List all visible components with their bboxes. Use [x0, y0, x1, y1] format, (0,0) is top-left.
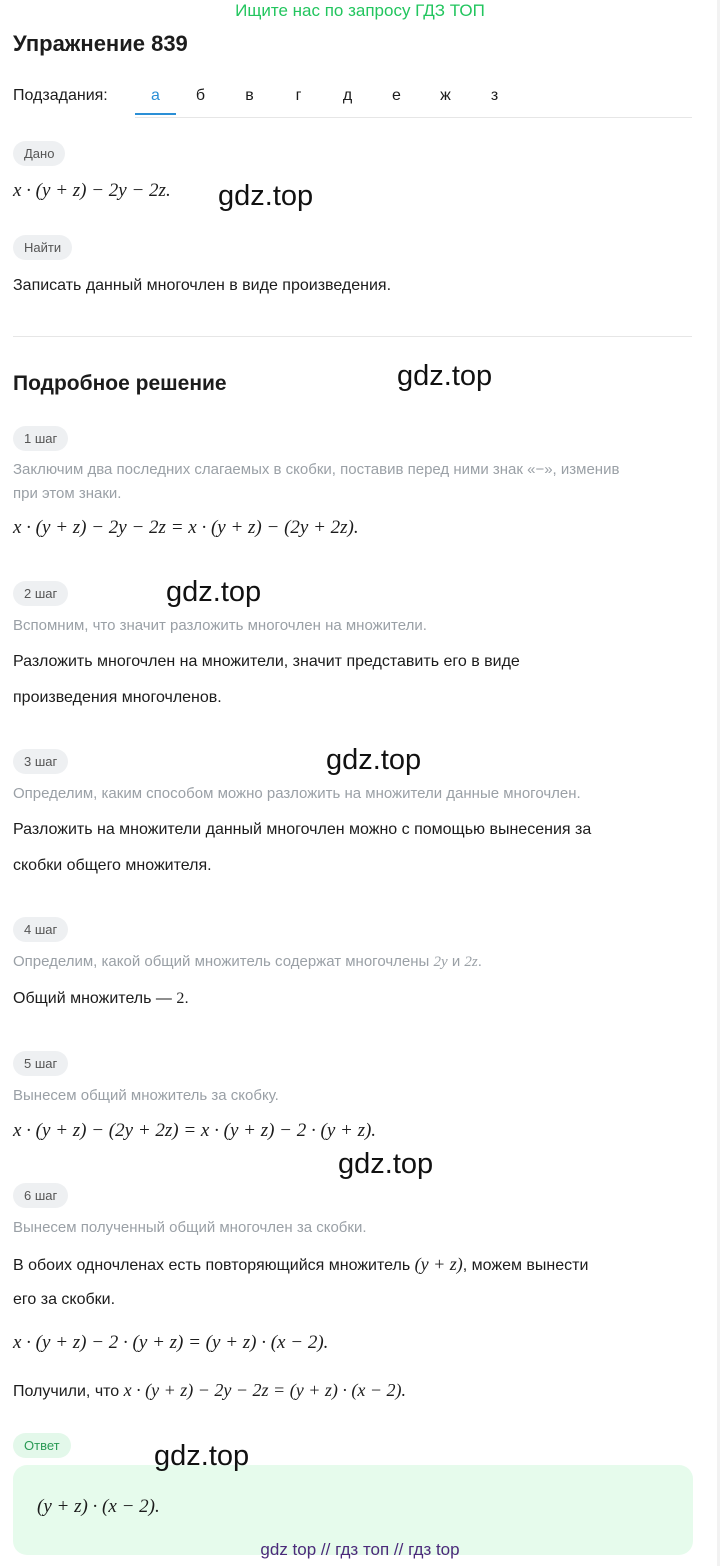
step-2-badge: 2 шаг: [13, 581, 68, 606]
watermark: gdz.top: [166, 576, 262, 608]
step-6-result-math: x · (y + z) − 2y − 2z = (y + z) · (x − 2).: [123, 1380, 406, 1400]
step-5-hint: Вынесем общий множитель за скобку.: [13, 1087, 279, 1104]
tab-b[interactable]: б: [195, 87, 206, 104]
tab-zh[interactable]: ж: [440, 87, 451, 104]
tabs-underline: [135, 117, 692, 118]
answer-badge: Ответ: [13, 1433, 71, 1458]
step-4-badge: 4 шаг: [13, 917, 68, 942]
step-2-body-line2: произведения многочленов.: [13, 689, 222, 706]
step-4-body-prefix: Общий множитель —: [13, 990, 177, 1007]
given-badge: Дано: [13, 141, 65, 166]
subtasks-label: Подзадания:: [13, 87, 108, 104]
step-2-body-line1: Разложить многочлен на множители, значит представить его в виде: [13, 653, 520, 670]
step-4-hint-m1: 2y: [433, 954, 448, 970]
step-6-body-math: (y + z): [414, 1254, 463, 1274]
step-5-badge: 5 шаг: [13, 1051, 68, 1076]
step-4-hint-prefix: Определим, какой общий множитель содержат многочлены: [13, 953, 434, 970]
watermark: gdz.top: [326, 744, 422, 776]
given-expression: x · (y + z) − 2y − 2z.: [13, 180, 171, 201]
step-4-body-math: 2: [176, 990, 185, 1007]
step-1-badge: 1 шаг: [13, 426, 68, 451]
tab-v[interactable]: в: [245, 87, 254, 104]
step-6-math: x · (y + z) − 2 · (y + z) = (y + z) · (x − 2).: [13, 1332, 329, 1353]
tab-a[interactable]: а: [135, 84, 176, 115]
watermark: gdz.top: [154, 1440, 250, 1472]
step-6-hint: Вынесем полученный общий многочлен за скобки.: [13, 1219, 367, 1236]
find-text: Записать данный многочлен в виде произведения.: [13, 277, 392, 294]
watermark: gdz.top: [338, 1148, 434, 1180]
step-1-hint: [13, 458, 703, 506]
footer-links[interactable]: gdz top // гдз топ // гдз top: [260, 1540, 460, 1559]
step-6-body-suffix: , можем вынести: [462, 1257, 589, 1274]
step-3-body-line1: Разложить на множители данный многочлен можно с помощью вынесения за: [13, 821, 592, 838]
tab-g[interactable]: г: [295, 87, 302, 104]
top-banner[interactable]: Ищите нас по запросу ГДЗ ТОП: [235, 1, 485, 20]
step-4-hint-and: и: [447, 953, 465, 970]
step-1-math: x · (y + z) − 2y − 2z = x · (y + z) − (2y + 2z).: [13, 517, 359, 538]
step-3-body-line2: скобки общего множителя.: [13, 857, 212, 874]
step-4-body-end: .: [184, 990, 189, 1007]
step-1-hint-line2: при этом знаки.: [13, 485, 122, 502]
tab-z[interactable]: з: [490, 87, 499, 104]
section-divider: [13, 336, 692, 337]
step-3-badge: 3 шаг: [13, 749, 68, 774]
step-6-result-prefix: Получили, что: [13, 1383, 124, 1400]
find-badge: Найти: [13, 235, 72, 260]
step-6-body-prefix: В обоих одночленах есть повторяющийся множитель: [13, 1257, 415, 1274]
step-4-hint: [13, 950, 482, 974]
step-6-body-line2: его за скобки.: [13, 1291, 116, 1308]
tab-d[interactable]: д: [342, 87, 353, 104]
step-4-body: [13, 981, 189, 1017]
step-6-badge: 6 шаг: [13, 1183, 68, 1208]
step-3-hint: Определим, каким способом можно разложить на множители данные многочлен.: [13, 785, 581, 802]
step-6-body-line1: [13, 1246, 588, 1284]
answer-expression: (y + z) · (x − 2).: [37, 1496, 160, 1517]
step-5-math: x · (y + z) − (2y + 2z) = x · (y + z) − 2 · (y + z).: [13, 1120, 377, 1141]
tab-e[interactable]: е: [392, 87, 401, 104]
subtask-tabs: [135, 84, 519, 115]
step-4-hint-m2: 2z: [464, 954, 478, 970]
watermark: gdz.top: [218, 180, 314, 212]
solution-title: Подробное решение: [13, 372, 227, 395]
page-title: Упражнение 839: [13, 31, 188, 56]
step-6-result: [13, 1372, 406, 1410]
step-4-hint-end: .: [477, 953, 482, 970]
step-1-hint-line1: Заключим два последних слагаемых в скобки, поставив перед ними знак «−», изменив: [13, 461, 620, 478]
watermark: gdz.top: [397, 360, 493, 392]
step-2-hint: Вспомним, что значит разложить многочлен на множители.: [13, 617, 427, 634]
